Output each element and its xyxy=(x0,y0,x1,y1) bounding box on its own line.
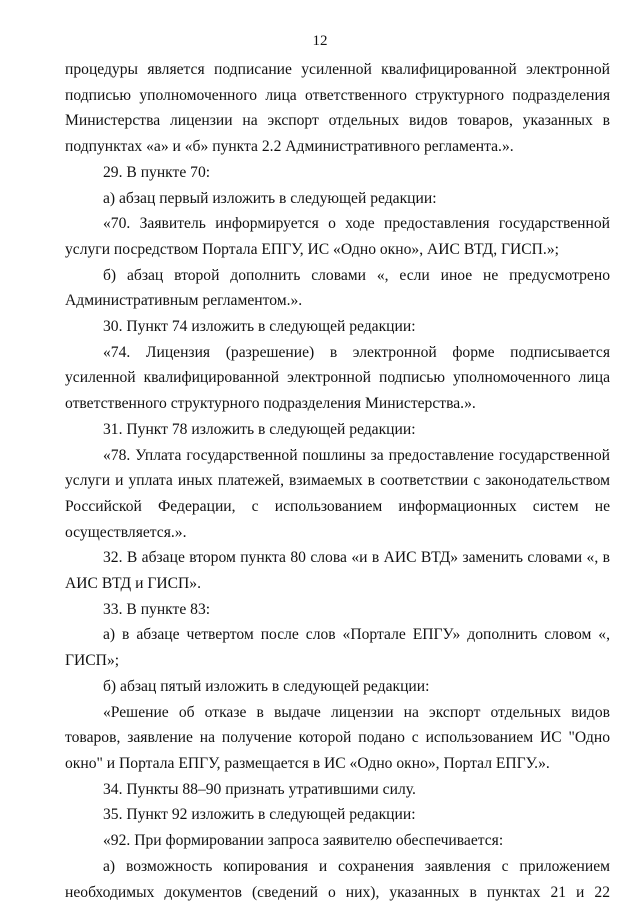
paragraph: «Решение об отказе в выдаче лицензии на экспорт отдельных видов товаров, заявление на получение которой подано с использованием ИС "Одно окно" и Портала ЕПГУ, размещается в ИС «Одно окно», Портал ЕПГУ.». xyxy=(65,703,610,772)
paragraph: процедуры является подписание усиленной квалифицированной электронной подписью уполномоченного лица ответственного структурного подразделения Министерства лицензии на экспорт отдельных видов товаров, указанных в подпунктах «а» и «б» пункта 2.2 Административного регламента.». xyxy=(65,61,610,156)
paragraph: «74. Лицензия (разрешение) в электронной форме подписывается усиленной квалифицированной электронной подписью уполномоченного лица ответственного структурного подразделения Министерства.». xyxy=(65,343,610,413)
page-number: 12 xyxy=(312,33,328,49)
paragraph: «78. Уплата государственной пошлины за предоставление государственной услуги и уплата иных платежей, взимаемых в соответствии с законодательством Российской Федерации, с использованием информационных систем не осуществляется.». xyxy=(65,446,610,541)
paragraph: «92. При формировании запроса заявителю обеспечивается: xyxy=(103,832,504,850)
paragraph: б) абзац пятый изложить в следующей редакции: xyxy=(103,677,430,695)
paragraph: 31. Пункт 78 изложить в следующей редакции: xyxy=(103,420,416,438)
paragraph: 34. Пункты 88–90 признать утратившими силу. xyxy=(103,780,416,798)
document-body xyxy=(65,57,610,905)
paragraph: 32. В абзаце втором пункта 80 слова «и в АИС ВТД» заменить словами «, в АИС ВТД и ГИСП». xyxy=(65,549,610,593)
paragraph: 29. В пункте 70: xyxy=(103,163,211,181)
paragraph: а) возможность копирования и сохранения заявления с приложением необходимых документов (сведений о них), указанных в пунктах 21 и 22 xyxy=(65,857,610,901)
paragraph: «70. Заявитель информируется о ходе предоставления государственной услуги посредством Портала ЕПГУ, ИС «Одно окно», АИС ВТД, ГИСП.»; xyxy=(65,215,610,258)
paragraph: а) абзац первый изложить в следующей редакции: xyxy=(103,189,437,207)
paragraph: б) абзац второй дополнить словами «, если иное не предусмотрено Административным регламентом.». xyxy=(65,266,610,310)
paragraph: 33. В пункте 83: xyxy=(103,600,211,618)
paragraph: 30. Пункт 74 изложить в следующей редакции: xyxy=(103,318,416,336)
paragraph: а) в абзаце четвертом после слов «Портале ЕПГУ» дополнить словом «, ГИСП»; xyxy=(65,626,610,670)
paragraph: 35. Пункт 92 изложить в следующей редакции: xyxy=(103,806,416,824)
